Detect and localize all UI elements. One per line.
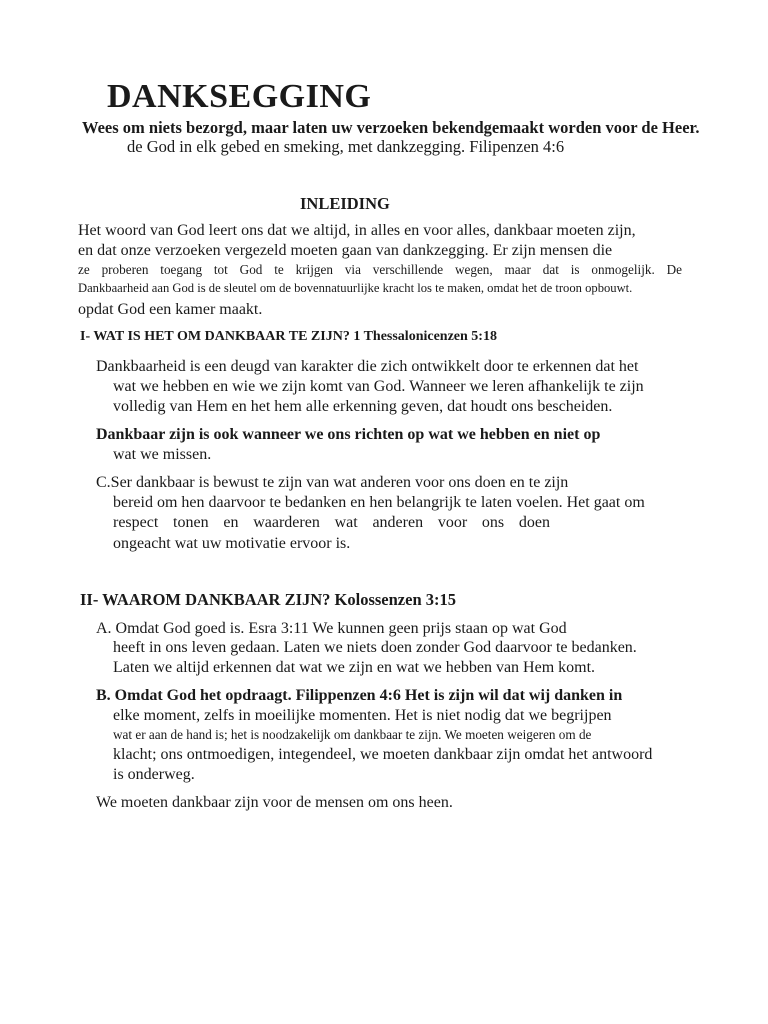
section-2-point-a-line: Laten we altijd erkennen dat wat we zijn en wat we hebben van Hem komt. (113, 659, 596, 676)
section-1-point-b-line: Dankbaar zijn is ook wanneer we ons richten op wat we hebben en niet op (96, 426, 601, 443)
section-1-point-b-line: wat we missen. (113, 446, 212, 463)
theme-verse-line-2: de God in elk gebed en smeking, met dankzegging. Filipenzen 4:6 (127, 137, 565, 156)
section-2-closing-line: We moeten dankbaar zijn voor de mensen om ons heen. (96, 794, 453, 811)
section-2-point-a-line: heeft in ons leven gedaan. Laten we niets doen zonder God daarvoor te bedanken. (113, 639, 637, 656)
section-1-point-c-line: bereid om hen daarvoor te bedanken en hen belangrijk te laten voelen. Het gaat om (113, 494, 645, 511)
intro-line: Dankbaarheid aan God is de sleutel om de bovennatuurlijke kracht los te maken, omdat het de troon opbouwt. (78, 281, 633, 295)
intro-line: opdat God een kamer maakt. (78, 301, 263, 318)
section-2-point-b-line: B. Omdat God het opdraagt. Filippenzen 4:6 Het is zijn wil dat wij danken in (96, 687, 623, 704)
section-2-point-b-line: wat er aan de hand is; het is noodzakelijk om dankbaar te zijn. We moeten weigeren om de (113, 727, 592, 742)
section-1-point-a-line: wat we hebben en wie we zijn komt van God. Wanneer we leren afhankelijk te zijn (113, 378, 644, 395)
page-title: DANKSEGGING (107, 78, 372, 115)
theme-verse-line-1: Wees om niets bezorgd, maar laten uw verzoeken bekendgemaakt worden voor de Heer. (82, 118, 700, 137)
intro-line: Het woord van God leert ons dat we altijd, in alles en voor alles, dankbaar moeten zijn, (78, 222, 636, 239)
section-2-point-b-line: klacht; ons ontmoedigen, integendeel, we moeten dankbaar zijn omdat het antwoord (113, 746, 653, 763)
section-1-point-a-line: Dankbaarheid is een deugd van karakter die zich ontwikkelt door te erkennen dat het (96, 358, 639, 375)
section-2-point-b-line: is onderweg. (113, 766, 195, 783)
section-2-heading: II- WAAROM DANKBAAR ZIJN? Kolossenzen 3:15 (80, 590, 456, 609)
section-1-point-c-line: ongeacht wat uw motivatie ervoor is. (113, 535, 351, 552)
section-1-point-c-line: respect tonen en waarderen wat anderen voor ons doen (113, 514, 550, 531)
intro-line: ze proberen toegang tot God te krijgen via verschillende wegen, maar dat is onmogelijk. De (78, 262, 682, 277)
section-1-heading: I- WAT IS HET OM DANKBAAR TE ZIJN? 1 Thessalonicenzen 5:18 (80, 329, 497, 344)
section-1-point-a-line: volledig van Hem en het hem alle erkenning geven, dat houdt ons bescheiden. (113, 398, 613, 415)
section-2-point-a-line: A. Omdat God goed is. Esra 3:11 We kunnen geen prijs staan op wat God (96, 620, 567, 637)
section-2-point-b-line: elke moment, zelfs in moeilijke momenten. Het is niet nodig dat we begrijpen (113, 707, 612, 724)
intro-heading: INLEIDING (300, 194, 390, 213)
intro-line: en dat onze verzoeken vergezeld moeten gaan van dankzegging. Er zijn mensen die (78, 242, 613, 259)
section-1-point-c-line: C.Ser dankbaar is bewust te zijn van wat anderen voor ons doen en te zijn (96, 474, 569, 491)
